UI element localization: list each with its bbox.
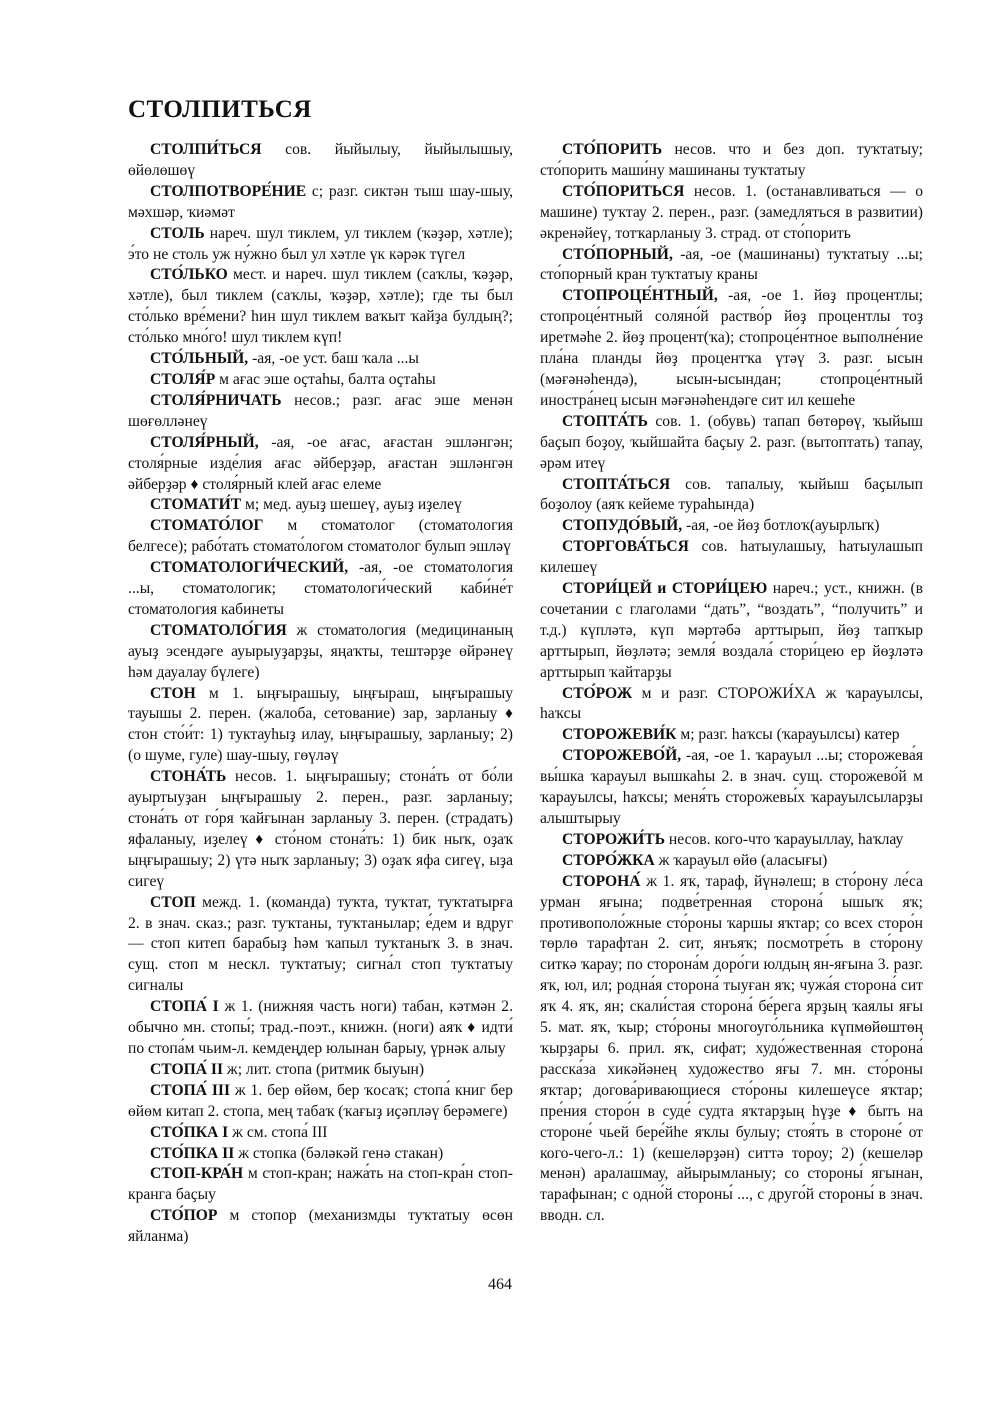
entry-body: ж 1. яҡ, тараф, йүнәлеш; в сто́рону ле́са урман яғына; подве́тренная сторона́ ышыҡ яҡ; противополо́жные сто́роны ҡаршы яҡтар; со всех сторо́н төрлө тарафтан 2. сит, янъяҡ; посмотре́ть в сто́рону ситкә ҡарау; по сторона́м доро́ги юлдың ян-яғына 3. разг. яҡ, юл, ил; родна́я сторона́ тыуған яҡ; чужа́я сторона́ сит яҡ 4. яҡ, ян; скали́стая сторона́ бе́рега ярҙың ҡаялы яғы 5. мат. яҡ, ҡыр; сто́роны многоуго́льника күпмөйөштөң ҡырҙары 6. прил. яҡ, сифат; худо́жественная сторона́ расска́за хикәйәнең художество яғы 7. мн. сто́роны яҡтар; догова́ривающиеся сто́роны килешеүсе яҡтар; пре́ния сторо́н в суде́ судта яҡтарҙың һүҙе ♦ быть на стороне́ чьей бере́йһе яҡлы булыу; стоя́ть в стороне́ от кого-чего-л.: 1) (кешеләрҙән) ситтә тороу; 2) (кешеләр менән) аралашмау, айырымланыу; со стороны́ ягынан, тарафынан; с одно́й стороны́ ..., с друго́й стороны́ в знач. вводн. сл.: [540, 872, 923, 1225]
entry-headword: СТОЛПИ́ТЬСЯ: [150, 141, 262, 158]
entry: [540, 516, 923, 537]
entry-headword: СТО́ПКА II: [150, 1144, 235, 1162]
entry-body: ж стоматология (медицинаның ауыҙ эсендәге ауырыуҙарҙы, яңаҡты, тештәрҙе өйрәнеү һәм дауалау бүлеге): [128, 621, 513, 681]
left-column: [128, 140, 513, 1248]
entry: [128, 433, 513, 496]
entry: [128, 1123, 513, 1144]
entry-headword: СТОРГОВА́ТЬСЯ: [562, 538, 689, 556]
entry: [540, 140, 923, 182]
entry-body: сов. һатыулашыу, һатыулашып килешеү: [540, 538, 923, 577]
entry: [128, 1164, 513, 1206]
entry-headword: СТО́ПОР: [150, 1207, 218, 1225]
entry-headword: СТОПА́ I: [150, 998, 219, 1016]
running-head: СТОЛПИТЬСЯ: [128, 96, 312, 123]
entry: [128, 140, 513, 182]
entry-body: сов. йыйылыу, йыйылышыу, өйөлөшөү: [128, 141, 513, 179]
entry: [540, 851, 923, 872]
entry-headword: СТОПТА́ТЬСЯ: [562, 475, 671, 493]
entry-headword: СТО́ЛЬНЫЙ,: [150, 350, 249, 368]
entry: [128, 1060, 513, 1081]
entry-body: ж; лит. стопа (ритмик быуын): [223, 1060, 425, 1078]
entry-headword: СТОРОЖЕВО́Й,: [562, 747, 682, 765]
entry-body: -ая, -ое ағас, ағастан эшләнгән; столя́рные изде́лия ағас әйберҙәр, ағастан эшләнгән әйберҙәр ♦ столя́рный клей ағас елеме: [128, 433, 513, 493]
entry-headword: СТО́ПКА I: [150, 1123, 229, 1141]
entry: [128, 1081, 513, 1123]
entry-body: сов. 1. (обувь) тапап бөтөрөү, ҡыйыш баҫып боҙоу, ҡыйшайта баҫыу 2. разг. (вытоптать) тапау, әрәм итеү: [540, 412, 923, 472]
entry: [128, 495, 513, 516]
entry-body: несов. 1. ыңғырашыу; стона́ть от бо́ли ауыртыуҙан ыңғырашыу 2. перен., разг. зарланыу; стона́ть от го́ря ҡайғынан зарланыу 3. перен. (страдать) яфаланыу, иҙелеү ♦ сто́ном стона́ть: 1) бик ныҡ, оҙаҡ ыңғырашыу; 2) үтә ныҡ зарланыу; 3) оҙаҡ яфа сигеү, ыҙа сигеү: [128, 768, 513, 890]
entry-body: -ая, -ое уст. баш ҡала ...ы: [248, 350, 419, 368]
entry: [540, 537, 923, 579]
entry-headword: СТОРО́ЖКА: [562, 851, 655, 869]
entry-headword: СТОМАТИ́Т: [150, 496, 242, 514]
entry-headword: СТОЛПОТВОРЕ́НИЕ: [150, 182, 307, 200]
entry: [128, 182, 513, 224]
entry-headword: СТОЛЯ́Р: [150, 370, 216, 388]
entry-headword: СТОПА́ II: [150, 1060, 224, 1078]
entry: [128, 391, 513, 433]
entry: [128, 1144, 513, 1165]
entry-headword: СТОП: [150, 893, 196, 911]
entry-body: несов. кого-что ҡарауыллау, һаҡлау: [665, 830, 904, 848]
entry-body: мест. и нареч. шул тиклем (саҡлы, ҡәҙәр, хәтле), был тиклем (саҡлы, ҡәҙәр, хәтле); где ты был сто́лько вре́мени? һин шул тиклем ваҡыт ҡайҙа булдың?; сто́лько мно́го! шул тиклем күп!: [128, 266, 513, 347]
entry: [540, 286, 923, 411]
entry: [128, 1206, 513, 1248]
page-number: 464: [488, 1276, 512, 1293]
entry-headword: СТОРИ́ЦЕЙ и СТОРИ́ЦЕЮ: [562, 580, 768, 598]
entry: [128, 893, 513, 998]
entry-body: -ая, -ое (машинаны) туҡтатыу ...ы; сто́порный кран туҡтатыу краны: [540, 245, 923, 284]
entry-headword: СТОРОЖИ́ТЬ: [562, 830, 666, 848]
entry-body: -ая, -ое 1. ҡарауыл ...ы; сторожева́я вы́шка ҡарауыл вышкаһы 2. в знач. сущ. сторожево́й м ҡарауылсы, һаҡсы; меня́ть сторожевы́х ҡарауылсыларҙы алыштырыу: [540, 747, 923, 827]
entry-headword: СТОРОЖЕВИ́К: [562, 726, 677, 744]
entry: [128, 265, 513, 349]
entry: [540, 182, 923, 245]
entry-headword: СТОМАТОЛОГИ́ЧЕСКИЙ,: [150, 559, 349, 577]
entry-headword: СТОН: [150, 684, 196, 702]
entry-headword: СТО́ПОРИТЬ: [562, 141, 663, 158]
entry-body: ж ҡарауыл өйө (аласығы): [654, 851, 828, 869]
entry-headword: СТОПУДО́ВЫЙ,: [562, 517, 683, 535]
entry: [128, 349, 513, 370]
entry-headword: СТОПРОЦЕ́НТНЫЙ,: [562, 287, 718, 305]
right-column: [540, 140, 923, 1227]
entry-body: -ая, -ое 1. йөҙ процентлы; стопроце́нтный соляно́й раство́р йөҙ процентлы тоҙ иретмәһе 2. йөҙ процент(ҡа); стопроце́нтное выполне́ние пла́на планды йөҙ процентҡа үтәү 3. разг. ысын (мәғәнәһендә), ысын-ысындан; стопроце́нтный иностра́нец ысын мәғәнәһендәге сит ил кешеһе: [540, 287, 923, 409]
entry: [128, 516, 513, 558]
entry: [540, 725, 923, 746]
entry-body: м стоп-кран; нажа́ть на стоп-кра́н стоп-кранга баҫыу: [128, 1165, 513, 1204]
entry-body: м стопор (механизмды туҡтатыу өсөн яйланма): [128, 1207, 513, 1246]
entry: [128, 684, 513, 768]
entry-body: ж см. стопа́ III: [228, 1123, 328, 1141]
entry-body: м и разг. СТОРОЖИ́ХА ж ҡарауылсы, һаҡсы: [540, 684, 923, 723]
entry-body: несов.; разг. ағас эше менән шөғөлләнеү: [128, 391, 513, 430]
entry-headword: СТО́ПОРИТЬСЯ: [562, 182, 685, 200]
entry-body: м; мед. ауыҙ шешеү, ауыҙ иҙелеү: [241, 496, 462, 514]
entry: [128, 621, 513, 684]
entry-headword: СТО́ЛЬКО: [150, 266, 228, 284]
entry-headword: СТО́РОЖ: [562, 684, 633, 702]
entry-body: м ағас эше оҫтаһы, балта оҫтаһы: [215, 370, 436, 388]
entry-headword: СТОРОНА́: [562, 872, 641, 890]
entry-headword: СТО́ПОРНЫЙ,: [562, 245, 673, 263]
entry-body: ж стопка (бәләкәй генә стакан): [234, 1144, 444, 1162]
entry-headword: СТОПТА́ТЬ: [562, 412, 648, 430]
entry-headword: СТОП-КРА́Н: [150, 1165, 244, 1183]
entry-body: с; разг. сиктән тыш шау-шыу, мәхшәр, ҡиәмәт: [128, 182, 513, 221]
entry-body: м 1. ыңғырашыу, ыңғыраш, ыңғырашыу тауышы 2. перен. (жалоба, сетование) зар, зарланыу ♦ стон сто́и́т: 1) туктауһыҙ илау, ыңғырашыу, зарланыу; 2) (о шуме, гуле) шау-шыу, гөүләү: [128, 684, 513, 765]
entry: [128, 224, 513, 266]
entry: [128, 370, 513, 391]
entry-body: нареч.; уст., книжн. (в сочетании с глаголами “дать”, “воздать”, “получить” и т.д.) күпләтә, күп мәртәбә арттырып, йөҙ тапҡыр арттырып, йөҙләтә; земля́ воздала́ стори́цею ер йөҙләтә арттырып ҡайтарҙы: [540, 580, 924, 681]
entry: [540, 872, 923, 1227]
entry: [540, 412, 923, 475]
entry-headword: СТОМАТОЛО́ГИЯ: [150, 621, 287, 639]
entry-body: -ая, -ое йөҙ ботлоҡ(ауырлыҡ): [682, 517, 880, 535]
entry-headword: СТОЛЯ́РНИЧАТЬ: [150, 391, 282, 409]
entry-body: несов. 1. (останавливаться — о машине) туҡтау 2. перен., разг. (замедляться в развитии) әкренәйеү, тотҡарланыу 3. страд. от сто́порить: [540, 182, 923, 242]
entry: [540, 830, 923, 851]
entry-headword: СТОМАТО́ЛОГ: [150, 517, 264, 535]
entry-headword: СТОНА́ТЬ: [150, 768, 227, 786]
entry-body: нареч. шул тиклем, ул тиклем (ҡәҙәр, хәтле); э́то не столь уж ну́жно был ул хәтле үк кәрәк түгел: [128, 224, 513, 263]
entry: [540, 579, 923, 684]
entry-body: ж 1. (нижняя часть ноги) табан, кәтмән 2. обычно мн. стопы́; трад.-поэт., книжн. (ноги) аяҡ ♦ идти́ по стопа́м чьим-л. кемдеңдер юлынан барыу, үрнәк алыу: [128, 998, 513, 1057]
entry-headword: СТОЛЬ: [150, 224, 205, 242]
entry: [540, 746, 923, 830]
entry-body: межд. 1. (команда) туҡта, туҡтат, туҡтатырға 2. в знач. сказ.; разг. туҡтаны, туҡтанылар; е́дем и вдруг — стоп китеп барабыҙ һәм ҡапыл туҡтаныҡ 3. в знач. сущ. стоп м нескл. туҡтатыу; сигна́л стоп туҡтатыу сигналы: [128, 893, 513, 995]
entry-body: ж 1. бер өйөм, бер ҡосаҡ; стопа́ книг бер өйөм китап 2. стопа, мең табаҡ (ҡағыҙ иҫәпләү берәмеге): [128, 1081, 513, 1120]
entry-headword: СТОЛЯ́РНЫЙ,: [150, 433, 259, 451]
entry-headword: СТОПА́ III: [150, 1081, 231, 1099]
entry: [128, 767, 513, 892]
entry: [128, 558, 513, 621]
entry-body: сов. тапалыу, ҡыйыш баҫылып боҙолоу (аяҡ кейеме тураһында): [540, 475, 923, 514]
entry-body: несов. что и без доп. туҡтатыу; сто́порить маши́ну машинаны туҡтатыу: [540, 141, 923, 179]
entry: [540, 475, 923, 517]
entry-body: -ая, -ое стоматология ...ы, стоматологик; стоматологи́ческий каби́не́т стоматология кабинеты: [128, 559, 513, 618]
entry-body: м; разг. һаҡсы (ҡарауылсы) катер: [676, 726, 900, 744]
entry: [540, 684, 923, 726]
entry-body: м стоматолог (стоматология белгесе); рабо́тать стомато́логом стоматолог булып эшләү: [128, 517, 513, 556]
entry: [540, 245, 923, 287]
entry: [128, 997, 513, 1060]
